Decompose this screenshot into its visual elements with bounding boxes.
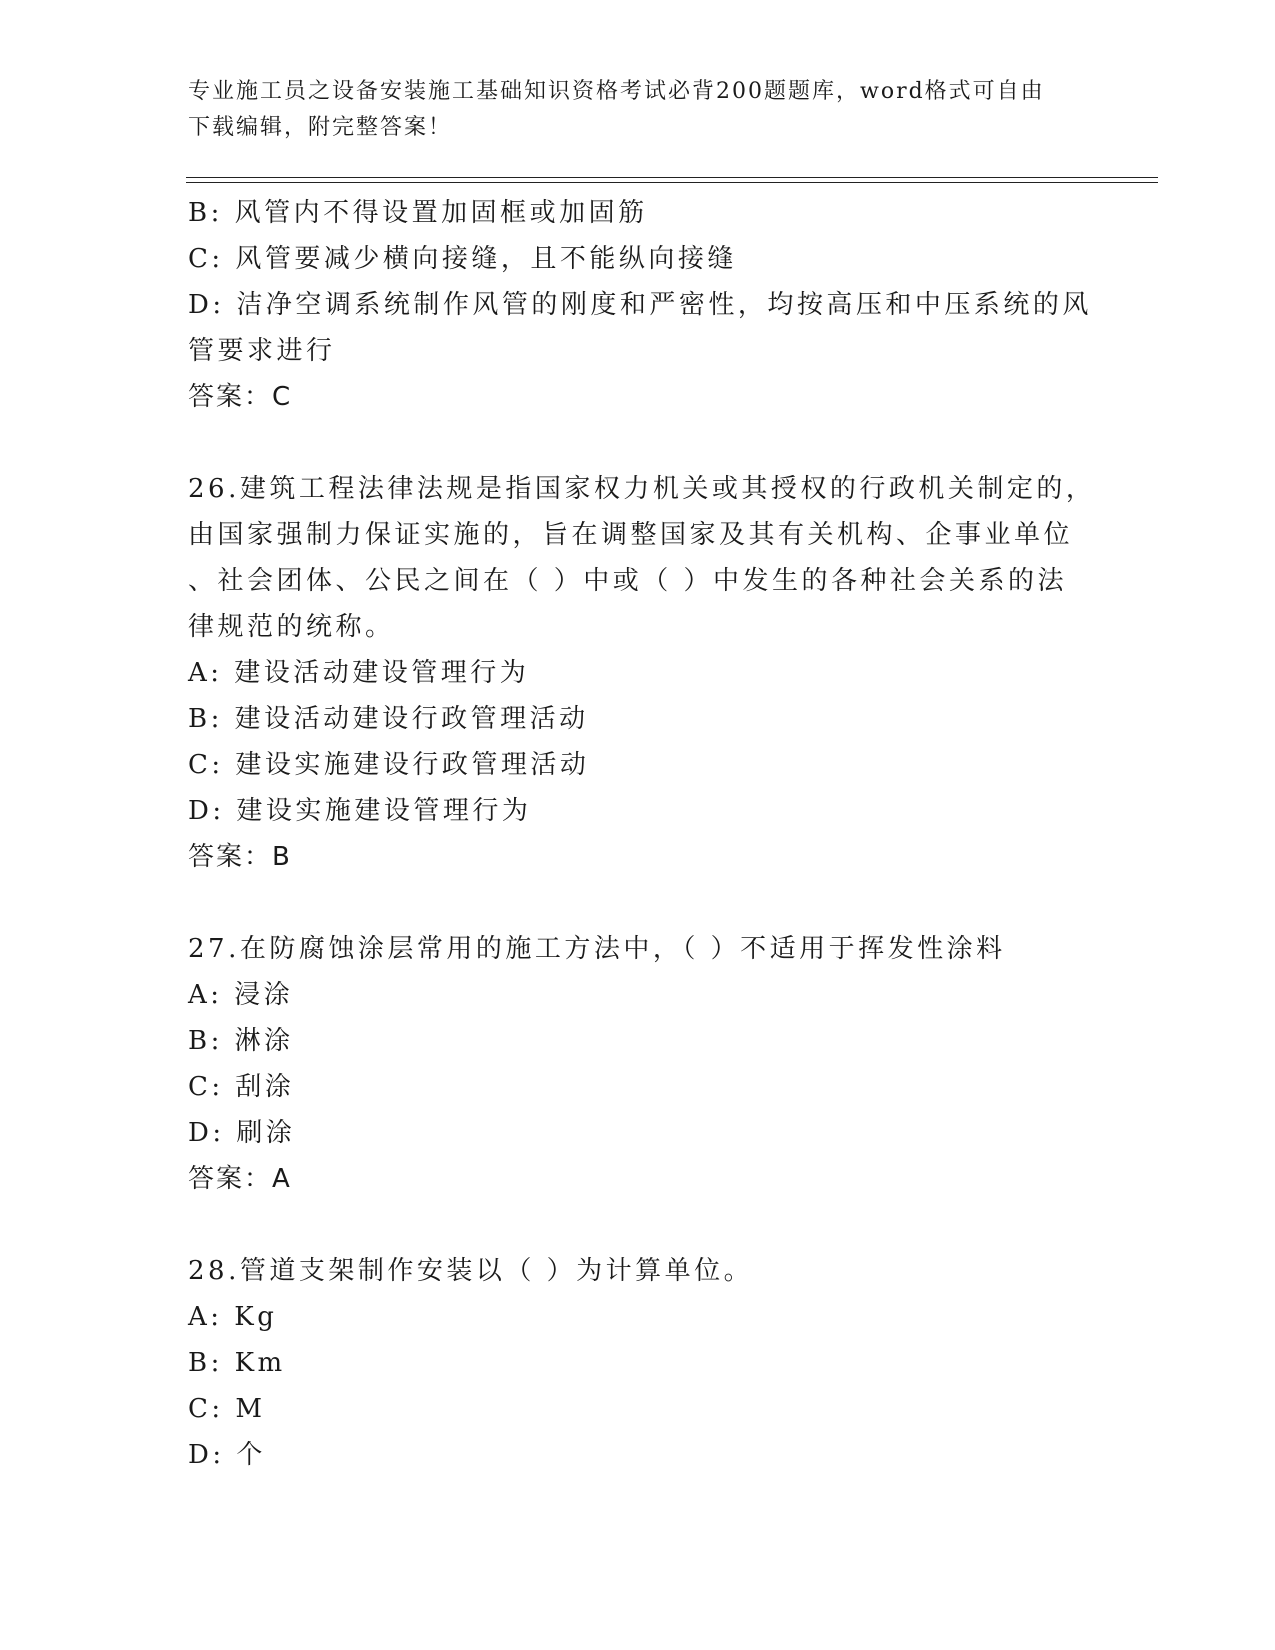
option-a: A: 浸涂 <box>188 980 294 1010</box>
question-stem-continued: 律规范的统称。 <box>188 612 395 642</box>
header-rule-bottom <box>186 182 1158 183</box>
option-b: B: 淋涂 <box>188 1026 294 1056</box>
option-b: B: Km <box>188 1348 286 1378</box>
option-d: D: 刷涂 <box>188 1118 296 1148</box>
document-body <box>188 190 1096 1478</box>
answer: 答案：A <box>188 1164 292 1194</box>
option-c: C: 刮涂 <box>188 1072 295 1102</box>
question-stem-continued: 由国家强制力保证实施的，旨在调整国家及其有关机构、企事业单位 <box>188 520 1074 550</box>
answer: 答案：C <box>188 382 293 412</box>
answer: 答案：B <box>188 842 292 872</box>
option-c: C: M <box>188 1394 266 1424</box>
question-28 <box>188 1248 1088 1478</box>
question-stem: 26.建筑工程法律法规是指国家权力机关或其授权的行政机关制定的， <box>188 474 1096 504</box>
option-c: C: 建设实施建设行政管理活动 <box>188 750 590 780</box>
header-title-line-1: 专业施工员之设备安装施工基础知识资格考试必背200题题库，word格式可自由 <box>188 79 1045 104</box>
option-c: C: 风管要减少横向接缝，且不能纵向接缝 <box>188 244 737 274</box>
question-stem-continued: 、社会团体、公民之间在（ ）中或（ ）中发生的各种社会关系的法 <box>188 566 1068 596</box>
question-stem: 27.在防腐蚀涂层常用的施工方法中，（ ）不适用于挥发性涂料 <box>188 934 1006 964</box>
option-b: B: 风管内不得设置加固框或加固筋 <box>188 198 648 228</box>
question-stem: 28.管道支架制作安装以（ ）为计算单位。 <box>188 1256 754 1286</box>
option-a: A: Kg <box>188 1302 278 1332</box>
header-rule-top <box>186 177 1158 178</box>
question-26 <box>188 466 1096 880</box>
option-d-continued: 管要求进行 <box>188 336 336 366</box>
document-header <box>188 74 1088 146</box>
question-27 <box>188 926 1088 1202</box>
option-d: D: 建设实施建设管理行为 <box>188 796 532 826</box>
header-title-line-2: 下载编辑，附完整答案！ <box>188 115 453 140</box>
option-a: A: 建设活动建设管理行为 <box>188 658 530 688</box>
question-spacer <box>188 880 1088 926</box>
option-b: B: 建设活动建设行政管理活动 <box>188 704 589 734</box>
option-d: D: 个 <box>188 1440 266 1470</box>
question-spacer <box>188 420 1088 466</box>
question-25-continued <box>188 190 1092 420</box>
option-d: D: 洁净空调系统制作风管的刚度和严密性，均按高压和中压系统的风 <box>188 290 1092 320</box>
question-spacer <box>188 1202 1088 1248</box>
